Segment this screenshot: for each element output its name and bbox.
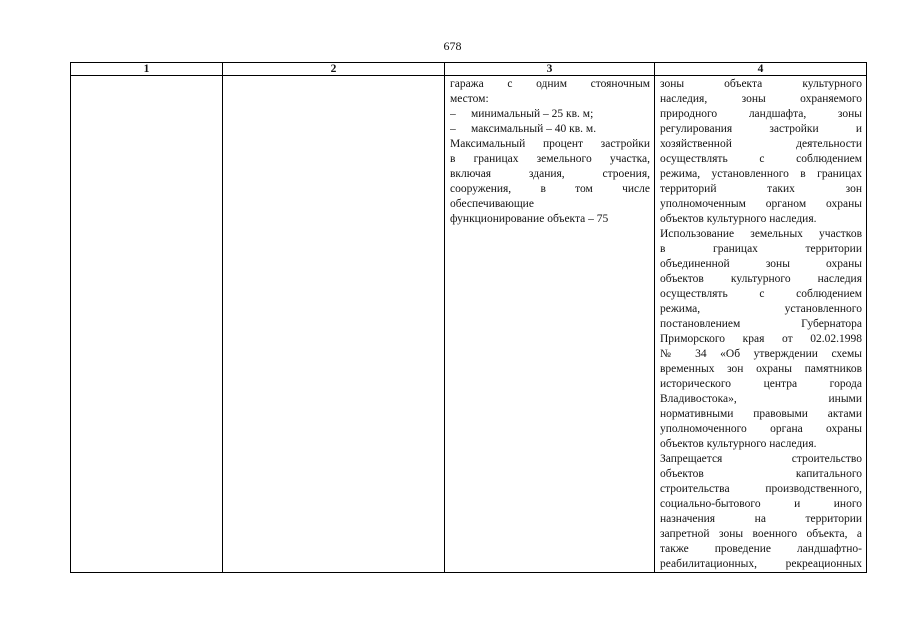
text-line: в границах земельного участка, xyxy=(450,153,650,165)
text-line: Запрещается строительство xyxy=(660,453,862,465)
text-line: наследия, зоны охраняемого xyxy=(660,93,862,105)
text-line: Владивостока», иными xyxy=(660,393,862,405)
text-line: объектов культурного наследия. xyxy=(660,438,817,450)
list-item: – максимальный – 40 кв. м. xyxy=(450,122,650,137)
cell-col-4 xyxy=(655,76,867,573)
text-line: Максимальный процент застройки xyxy=(450,138,650,150)
list-item: – минимальный – 25 кв. м; xyxy=(450,107,650,122)
cell-col-2 xyxy=(223,76,445,573)
text-line: природного ландшафта, зоны xyxy=(660,108,862,120)
text-line: хозяйственной деятельности xyxy=(660,138,862,150)
text-line: Приморского края от 02.02.1998 xyxy=(660,333,862,345)
column-header-3: 3 xyxy=(445,63,655,76)
text-line: № 34 «Об утверждении схемы xyxy=(660,348,862,360)
text-line: местом: xyxy=(450,93,489,105)
text-line: назначения на территории xyxy=(660,513,862,525)
text-line: реабилитационных, рекреационных xyxy=(660,558,862,570)
text-line: также проведение ландшафтно- xyxy=(660,543,862,555)
text-line: объектов культурного наследия. xyxy=(660,213,817,225)
page-number: 678 xyxy=(443,39,462,53)
text-line: режима, установленного xyxy=(660,303,862,315)
text-line: уполномоченного органа охраны xyxy=(660,423,862,435)
header-row xyxy=(71,63,867,76)
text-line: социально-бытового и иного xyxy=(660,498,862,510)
text-line: объединенной зоны охраны xyxy=(660,258,862,270)
text-line: объектов капитального xyxy=(660,468,862,480)
column-header-4: 4 xyxy=(655,63,867,76)
text-line: строительства производственного, xyxy=(660,483,862,495)
text-line: объектов культурного наследия xyxy=(660,273,862,285)
text-line: включая здания, строения, xyxy=(450,168,650,180)
text-line: временных зон охраны памятников xyxy=(660,363,862,375)
text-line: функционирование объекта – 75 xyxy=(450,213,609,225)
text-line: нормативными правовыми актами xyxy=(660,408,862,420)
table-row xyxy=(71,76,867,573)
text-line: осуществлять с соблюдением xyxy=(660,153,862,165)
cell-col-1 xyxy=(71,76,223,573)
text-line: территорий таких зон xyxy=(660,183,862,195)
document-table xyxy=(70,62,867,573)
text-line: в границах территории xyxy=(660,243,862,255)
cell-col-3 xyxy=(445,76,655,573)
text-line: гаража с одним стояночным xyxy=(450,78,650,90)
column-header-1: 1 xyxy=(71,63,223,76)
column-header-2: 2 xyxy=(223,63,445,76)
text-line: запретной зоны военного объекта, а xyxy=(660,528,862,540)
text-line: исторического центра города xyxy=(660,378,862,390)
text-line: уполномоченным органом охраны xyxy=(660,198,862,210)
text-line: зоны объекта культурного xyxy=(660,78,862,90)
text-line: обеспечивающие xyxy=(450,198,534,210)
text-line: регулирования застройки и xyxy=(660,123,862,135)
text-line: Использование земельных участков xyxy=(660,228,862,240)
text-line: сооружения, в том числе xyxy=(450,183,650,195)
text-line: постановлением Губернатора xyxy=(660,318,862,330)
text-line: осуществлять с соблюдением xyxy=(660,288,862,300)
text-line: режима, установленного в границах xyxy=(660,168,862,180)
